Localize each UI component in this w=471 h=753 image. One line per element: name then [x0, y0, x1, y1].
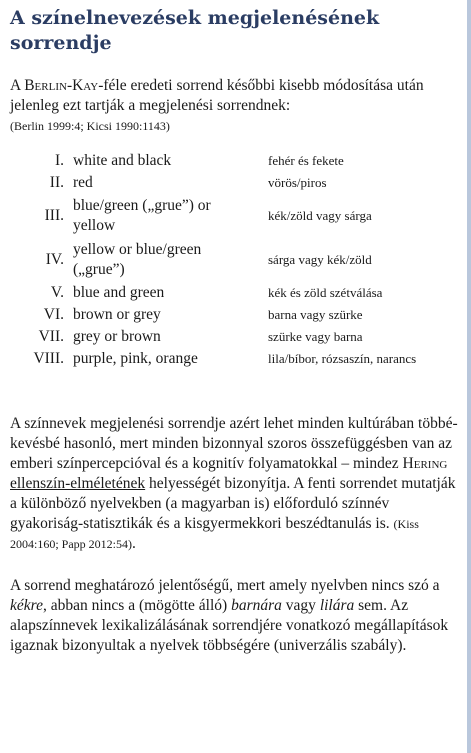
sequence-english: red — [73, 174, 93, 191]
sequence-row — [26, 172, 416, 194]
word-kekre: kékre — [10, 597, 43, 614]
sequence-row — [26, 238, 416, 282]
sequence-number: I. — [54, 152, 64, 169]
word-lilara: lilára — [319, 597, 355, 614]
sequence-english: yellow or blue/green („grue”) — [73, 241, 202, 278]
sequence-row — [26, 326, 416, 348]
sequence-hungarian: lila/bíbor, rózsaszín, narancs — [268, 351, 417, 366]
sequence-hungarian: sárga vagy kék/zöld — [268, 252, 372, 267]
para2-end: . — [132, 535, 136, 552]
intro-prefix: A — [10, 77, 25, 94]
para3-text-2: , abban nincs a (mögötte álló) — [42, 597, 232, 614]
color-sequence-table — [26, 150, 416, 370]
sequence-number: VII. — [38, 328, 64, 345]
para2-text-1: A színnevek megjelenési sorrendje azért lehet minden kultúrában többé-kevésbé hasonló, mert minden bizonnyal szoros összefüggésben van az emberi színpercepcióval és a kognitív folyamatokkal – mindez — [10, 415, 458, 472]
para3-text-1: A sorrend meghatározó jelentőségű, mert amely nyelvben nincs szó a — [10, 577, 440, 594]
sequence-english: blue and green — [73, 284, 165, 301]
hering-name: Hering — [402, 455, 448, 472]
sequence-english: purple, pink, orange — [73, 350, 198, 367]
intro-paragraph — [10, 76, 462, 136]
sequence-row — [26, 194, 416, 238]
sequence-row — [26, 348, 416, 370]
opponent-theory-link[interactable]: ellenszín-elméletének — [10, 475, 146, 492]
sequence-number: VIII. — [33, 350, 64, 367]
para2-text-2: helyességét bizonyítja. A fenti sorrendet mutatják a különböző nyelvekben (a magyarban is) előforduló színnév gyakoriság-statisztikák és a kisgyermekkori beszédtanulás is. — [10, 475, 456, 532]
paragraph-rule — [10, 576, 462, 656]
sequence-english: brown or grey — [73, 306, 161, 323]
sequence-number: IV. — [45, 251, 64, 268]
sequence-hungarian: kék és zöld szétválása — [268, 285, 383, 300]
sequence-hungarian: szürke vagy barna — [268, 329, 363, 344]
sequence-hungarian: vörös/piros — [268, 175, 327, 190]
sequence-number: II. — [49, 174, 64, 191]
paragraph-perception — [10, 414, 462, 554]
para3-text-3: vagy — [281, 597, 320, 614]
berlin-kay-name: Berlin-Kay — [24, 77, 99, 94]
sequence-row — [26, 282, 416, 304]
para3-text-4: sem. Az alapszínnevek lexikalizálásának sorrendjére vonatkozó megállapítások igaznak bizonyultak a nyelvek többségére (univerzális szabály). — [10, 597, 449, 654]
page-title: A színelnevezések megjelenésének sorrendje — [10, 7, 380, 54]
sequence-english: grey or brown — [73, 328, 161, 345]
sequence-english: blue/green („grue”) or yellow — [73, 197, 211, 234]
sequence-row — [26, 304, 416, 326]
intro-text: -féle eredeti sorrend későbbi kisebb módosítása után jelenleg ezt tartják a megjelenési sorrendnek: — [10, 77, 424, 114]
sequence-number: VI. — [43, 306, 64, 323]
sequence-number: III. — [44, 207, 64, 224]
intro-citation: (Berlin 1999:4; Kicsi 1990:1143) — [10, 119, 170, 133]
para2-citation: (Kiss 2004:160; Papp 2012:54) — [10, 517, 419, 551]
sequence-hungarian: fehér és fekete — [268, 153, 344, 168]
sequence-row — [26, 150, 416, 172]
sequence-english: white and black — [73, 152, 172, 169]
sequence-number: V. — [50, 284, 64, 301]
article — [10, 6, 462, 656]
sequence-hungarian: kék/zöld vagy sárga — [268, 208, 372, 223]
word-barnara: barnára — [231, 597, 282, 614]
sequence-hungarian: barna vagy szürke — [268, 307, 363, 322]
